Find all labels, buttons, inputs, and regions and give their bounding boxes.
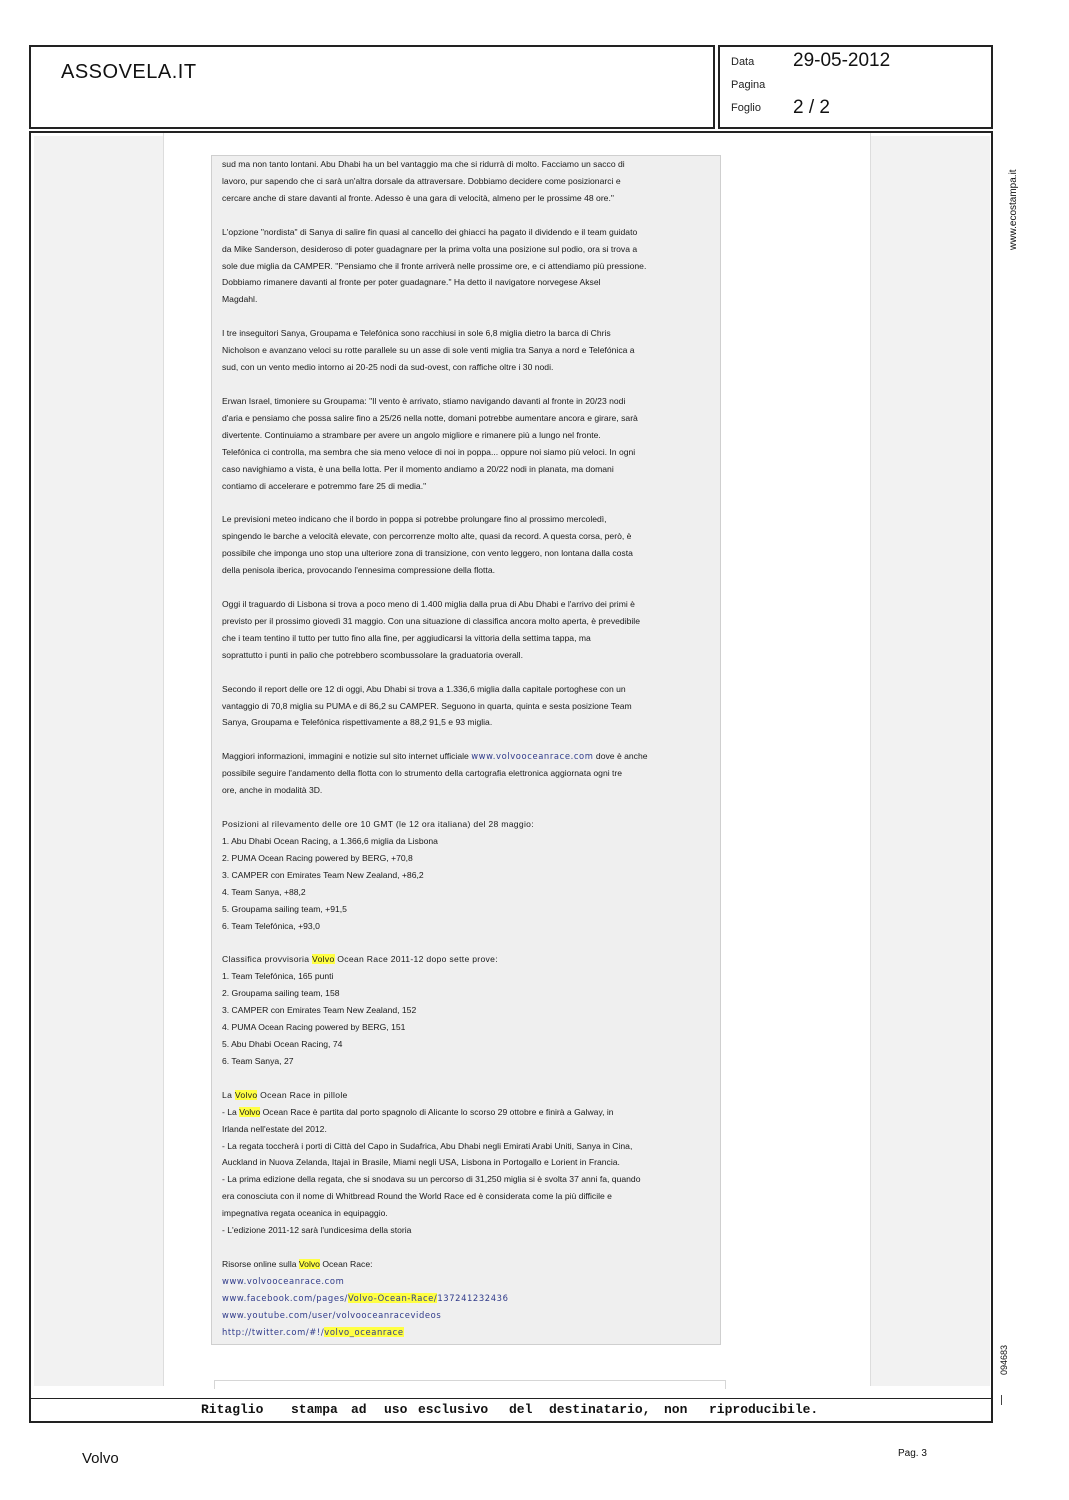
- header-publication-box: [29, 45, 715, 129]
- list-item: 4. PUMA Ocean Racing powered by BERG, 151: [222, 1022, 406, 1033]
- paragraph-6: Oggi il traguardo di Lisbona si trova a poco meno di 1.400 miglia dalla prua di Abu Dhabi e l'arrivo dei primi è previsto per il prossimo giovedì 31 maggio. Con una situazione di classifica ancora molto aperta, è prevedibile che i team tentino il tutto per tutto fino alla fine, per aggiudicarsi la vittoria della settima tappa, ma soprattutto i punti in palio che potrebbero scombussolare la graduatoria overall.: [222, 599, 640, 660]
- list-item: 1. Abu Dhabi Ocean Racing, a 1.366,6 miglia da Lisbona: [222, 836, 438, 846]
- list-item: 6. Team Telefónica, +93,0: [222, 920, 320, 931]
- pills-title: La Volvo Ocean Race in pillole: [222, 1089, 348, 1100]
- page-number: Pag. 3: [898, 1448, 927, 1459]
- paragraph-1: sud ma non tanto lontani. Abu Dhabi ha un bel vantaggio ma che si ridurrà di molto. Facciamo un sacco di lavoro, pur sapendo che ci sarà un'altra dorsale da attraversare. Dobbiamo decidere come posizionarci e cercare anche di stare davanti al fronte. Adesso è una gara di velocità, almeno per le prossime 48 ore.": [222, 159, 625, 203]
- paragraph-2: L'opzione "nordista" di Sanya di salire fin quasi al cancello dei ghiacci ha pagato il dividendo e il team guidato da Mike Sanderson, desideroso di poter guadagnare per la prima volta una posizione sul podio, ora si trova a sole due miglia da CAMPER. "Pensiamo che il fronte arriverà nelle prossime ore, e ci attendiamo più pressione. Dobbiamo rimanere davanti al fronte per poter guadagnare." Ha detto il navigatore norvegese Aksel Magdahl.: [222, 226, 647, 305]
- sheet-value: 2 / 2: [793, 97, 830, 118]
- list-item: 5. Groupama sailing team, +91,5: [222, 903, 347, 914]
- paragraph-8: Maggiori informazioni, immagini e notizie sul sito internet ufficiale www.volvooceanrace.com dove è anche possibile seguire l'andamento della flotta con lo strumento della cartografia elettronica aggiornata ogni tre ore, anche in modalità 3D.: [222, 751, 648, 796]
- list-item: 2. Groupama sailing team, 158: [222, 988, 340, 999]
- resources-section: Risorse online sulla Volvo Ocean Race: www.volvooceanrace.com www.facebook.com/pages/Volvo-Ocean-Race/137241232436 www.youtube.com/user/volvooceanracevideos http://twitter.com/#!/volvo_oceanrace: [222, 1256, 710, 1341]
- list-item: 2. PUMA Ocean Racing powered by BERG, +70,8: [222, 852, 413, 863]
- side-tick: [1001, 1395, 1002, 1405]
- page-label: Pagina: [731, 79, 766, 91]
- paragraph-3: I tre inseguitori Sanya, Groupama e Telefónica sono racchiusi in sole 6,8 miglia dietro la barca di Chris Nicholson e avanzano veloci su rotte parallele su un asse di sole venti miglia tra Sanya a nord e Telefónica a sud, con un vento medio intorno ai 20-25 nodi da sud-ovest, con raffiche oltre i 30 nodi.: [222, 328, 635, 373]
- pills-section: La Volvo Ocean Race in pillole - La Volvo Ocean Race è partita dal porto spagnolo di Alicante lo scorso 29 ottobre e finirà a Galway, in Irlanda nell'estate del 2012. - La regata toccherà i porti di Città del Capo in Sudafrica, Abu Dhabi negli Emirati Arabi Uniti, Sanya in Cina, Auckland in Nuova Zelanda, Itajaì in Brasile, Miami negli USA, Lisbona in Portogallo e Lorient in Francia. - La prima edizione della regata, che si snodava su un percorso di 31,250 miglia si è svolta 37 anni fa, quando era conosciuta con il nome di Whitbread Round the World Race ed è considerata come la più difficile e impegnativa regata oceanica in equipaggio. - L'edizione 2011-12 sarà l'undicesima della storia: [222, 1087, 710, 1239]
- header-meta-box: [718, 45, 993, 129]
- list-item: 3. CAMPER con Emirates Team New Zealand, +86,2: [222, 869, 424, 880]
- sheet-label: Foglio: [731, 102, 761, 114]
- clipping-notice: Ritaglio stampa ad uso esclusivo del destinatario, non riproducibile.: [31, 1398, 991, 1421]
- list-item: 6. Team Sanya, 27: [222, 1055, 294, 1066]
- positions-title: Posizioni al rilevamento delle ore 10 GMT (le 12 ora italiana) del 28 maggio:: [222, 819, 534, 830]
- date-label: Data: [731, 56, 755, 68]
- publication-name: ASSOVELA.IT: [61, 61, 197, 83]
- paragraph-7: Secondo il report delle ore 12 di oggi, Abu Dhabi si trova a 1.336,6 miglia dalla capitale portoghese con un vantaggio di 70,8 miglia su PUMA e di 86,2 su CAMPER. Seguono in quarta, quinta e sesta posizione Team Sanya, Groupama e Telefónica rispettivamente a 88,2 91,5 e 93 miglia.: [222, 683, 632, 728]
- resource-link-website[interactable]: www.volvooceanrace.com: [222, 1275, 345, 1286]
- list-item: 4. Team Sanya, +88,2: [222, 886, 306, 897]
- resource-link-facebook[interactable]: www.facebook.com/pages/Volvo-Ocean-Race/137241232436: [222, 1292, 509, 1303]
- brand-label: Volvo: [82, 1450, 119, 1467]
- official-site-link[interactable]: www.volvooceanrace.com: [471, 751, 594, 762]
- positions-list: [222, 816, 710, 934]
- date-value: 29-05-2012: [793, 50, 891, 71]
- paragraph-4: Erwan Israel, timoniere su Groupama: "Il vento è arrivato, stiamo navigando davanti al fronte in 20/23 nodi d'aria e pensiamo che possa salire fino a 25/26 nella notte, domani potrebbe aumentare ancora e girare, sarà divertente. Continuiamo a strambare per avere un angolo migliore e rimanere più a lungo nel fronte. Telefónica ci controlla, ma sembra che sia meno veloce di noi in poppa... oppure noi siamo più veloci. In ogni caso navighiamo a vista, è una bella lotta. Per il momento andiamo a 20/22 nodi in planata, ma domani contiamo di accelerare e potremmo fare 25 di media.": [222, 395, 638, 491]
- list-item: 3. CAMPER con Emirates Team New Zealand, 152: [222, 1005, 417, 1016]
- clipping-code: 094683: [999, 1344, 1009, 1375]
- resource-link-youtube[interactable]: www.youtube.com/user/volvooceanracevideos: [222, 1309, 442, 1320]
- clipping-frame: [29, 131, 993, 1423]
- standings-list: [222, 951, 710, 1069]
- resource-link-twitter[interactable]: http://twitter.com/#!/volvo_oceanrace: [222, 1326, 404, 1337]
- list-item: 5. Abu Dhabi Ocean Racing, 74: [222, 1038, 343, 1049]
- standings-title: Classifica provvisoria Volvo Ocean Race 2011-12 dopo sette prove:: [222, 954, 498, 965]
- list-item: 1. Team Telefónica, 165 punti: [222, 971, 334, 982]
- paragraph-5: Le previsioni meteo indicano che il bordo in poppa si potrebbe prolungare fino al prossimo mercoledì, spingendo le barche a velocità elevate, con percorrenze molto alte, quasi da record. A questa corsa, però, è possibile che imponga uno stop una ulteriore zona di transizione, con vento leggero, non lontana dalla costa della penisola iberica, provocando l'ennesima compressione della flotta.: [222, 514, 633, 576]
- next-content-box: [214, 1380, 726, 1389]
- article-body: [211, 155, 721, 1345]
